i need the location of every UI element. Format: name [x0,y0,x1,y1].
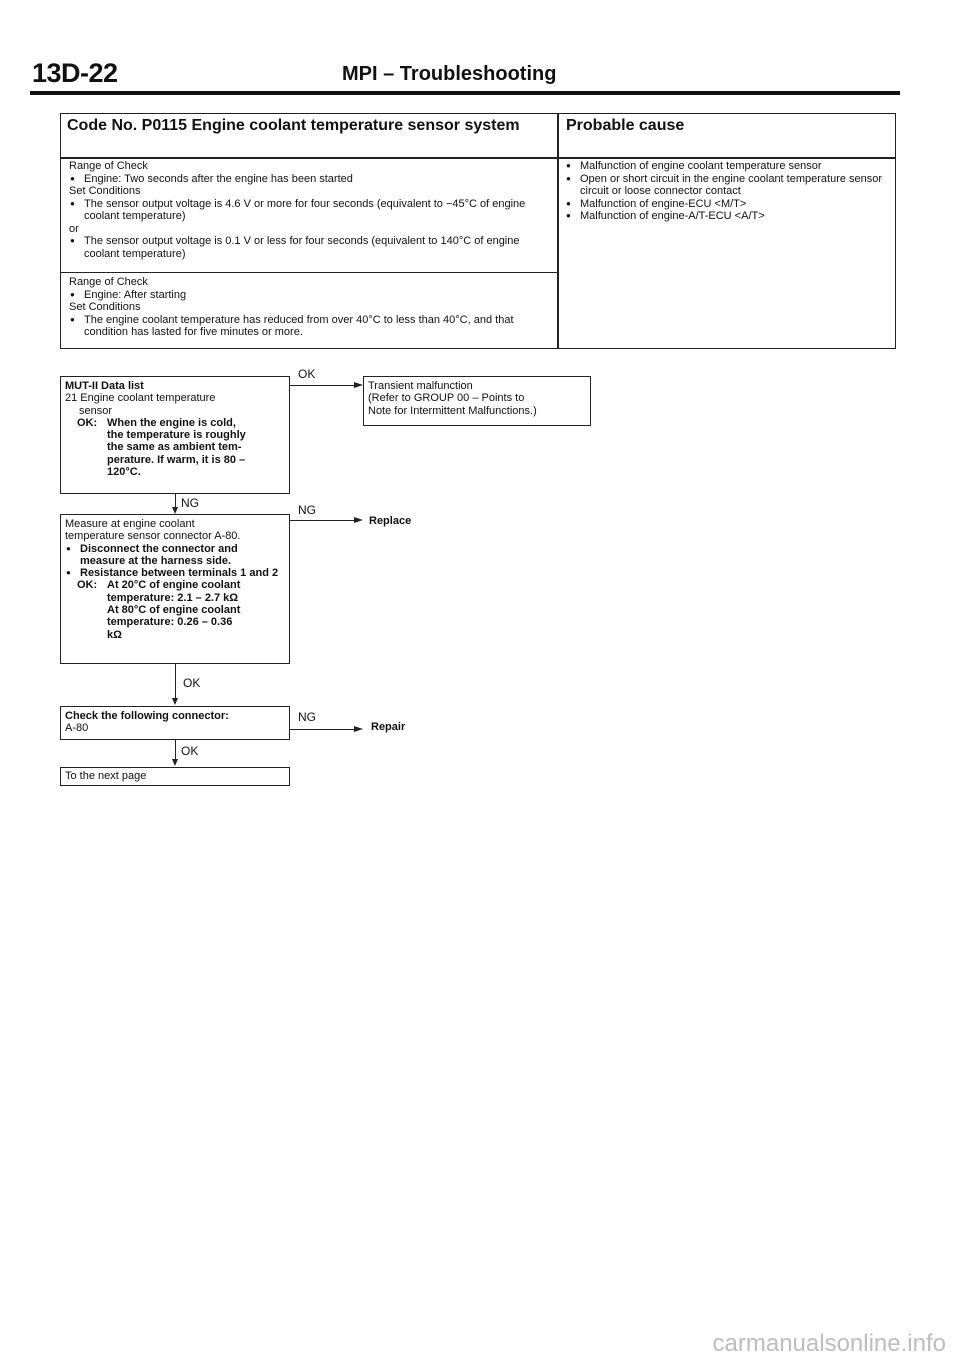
branch-label-ng: NG [298,710,316,724]
flow-box-next-page [60,767,290,786]
arrow-down-icon [172,759,178,766]
condition-text: Set Conditions [69,301,141,313]
flow-box-title: MUT-II Data list [65,380,144,392]
ok-text [107,579,240,640]
transient-line: (Refer to GROUP 00 – Points to [368,392,525,405]
ok-criteria [65,417,285,478]
cause-bullet: ● Malfunction of engine-ECU <M/T> [565,198,890,211]
table-header-code: Code No. P0115 Engine coolant temperature sensor system [67,117,520,134]
arrow-right-icon [354,726,363,732]
table-cell-check-conditions-2 [69,276,549,339]
connector-line [290,729,358,730]
branch-label-ng: NG [298,503,316,517]
connector-line [175,664,176,699]
arrow-right-icon [354,382,363,388]
page-title: MPI – Troubleshooting [342,63,557,85]
ok-line: At 20°C of engine coolant [107,579,241,592]
instruction-line: Measure at engine coolant [65,518,195,530]
flow-box-mut-data-list [60,376,290,494]
header-rule [30,91,900,95]
branch-label-ok: OK [298,367,316,381]
table-column-divider [557,114,559,348]
transient-line: Transient malfunction [368,380,473,392]
branch-label-ng: NG [181,496,199,510]
flow-box-measure-resistance [60,514,290,664]
condition-bullet: ● Engine: After starting [69,289,549,302]
condition-bullet: ● The sensor output voltage is 4.6 V or more for four seconds (equivalent to −45°C of engine coolant temperature) [69,198,549,223]
watermark: carmanualsonline.info [712,1330,946,1357]
table-cell-check-conditions-1 [69,160,549,260]
transient-text [368,380,586,417]
diagnosis-table [60,113,896,349]
transient-line: Note for Intermittent Malfunctions.) [368,404,537,417]
condition-bullet: ● Engine: Two seconds after the engine has been started [69,173,549,186]
flow-box-transient-malfunction [363,376,591,426]
connector-line [175,740,176,760]
flow-box-title: Check the following connector: [65,710,229,722]
ok-line: 120°C. [107,466,141,479]
condition-bullet: ● The sensor output voltage is 0.1 V or less for four seconds (equivalent to 140°C of engine coolant temperature) [69,235,549,260]
instruction-line: temperature sensor connector A-80. [65,530,241,543]
page-number: 13D-22 [32,58,118,88]
connector-line [290,520,358,521]
connector-line [175,494,176,508]
ok-line: the same as ambient tem- [107,441,242,454]
ok-label: OK: [77,416,98,429]
branch-label-ok: OK [183,676,201,690]
cause-bullet: ● Open or short circuit in the engine coolant temperature sensor circuit or loose connector contact [565,173,890,198]
result-repair: Repair [371,721,406,733]
cause-bullet: ● Malfunction of engine-A/T-ECU <A/T> [565,210,890,223]
arrow-down-icon [172,507,178,514]
step-bullet: ● Disconnect the connector and measure at the harness side. [65,543,285,568]
measure-steps [65,543,285,580]
condition-text: Range of Check [69,276,148,288]
step-bullet: ● Resistance between terminals 1 and 2 [65,567,285,579]
ok-line: temperature: 2.1 – 2.7 kΩ [107,591,239,604]
ok-label: OK: [77,579,98,592]
ok-text [107,417,246,478]
branch-label-ok: OK [181,744,199,758]
condition-bullet: ● The engine coolant temperature has reduced from over 40°C to less than 40°C, and that condition has lasted for five minutes or more. [69,314,549,339]
condition-text: Range of Check [69,160,148,172]
ok-line: When the engine is cold, [107,416,236,429]
data-list-item: 21 Engine coolant temperature [65,392,216,405]
data-list-item-cont: sensor [79,404,113,417]
arrow-right-icon [354,517,363,523]
table-header-probable-cause: Probable cause [566,117,685,134]
ok-line: the temperature is roughly [107,429,246,442]
next-page-text: To the next page [65,770,147,782]
table-header-divider [61,157,895,159]
table-cell-probable-causes [565,160,890,223]
table-row-divider [61,272,557,273]
ok-line: temperature: 0.26 – 0.36 [107,616,233,629]
condition-text: Set Conditions [69,185,141,197]
connector-id: A-80 [65,722,89,735]
flow-box-check-connector [60,706,290,740]
measure-instructions [65,518,285,543]
result-replace: Replace [369,515,412,527]
cause-bullet: ● Malfunction of engine coolant temperature sensor [565,160,890,173]
connector-line [290,385,354,386]
ok-criteria [65,579,285,640]
ok-line: perature. If warm, it is 80 – [107,453,246,466]
ok-line: kΩ [107,628,122,641]
condition-text: or [69,222,79,235]
arrow-down-icon [172,698,178,705]
ok-line: At 80°C of engine coolant [107,604,241,617]
